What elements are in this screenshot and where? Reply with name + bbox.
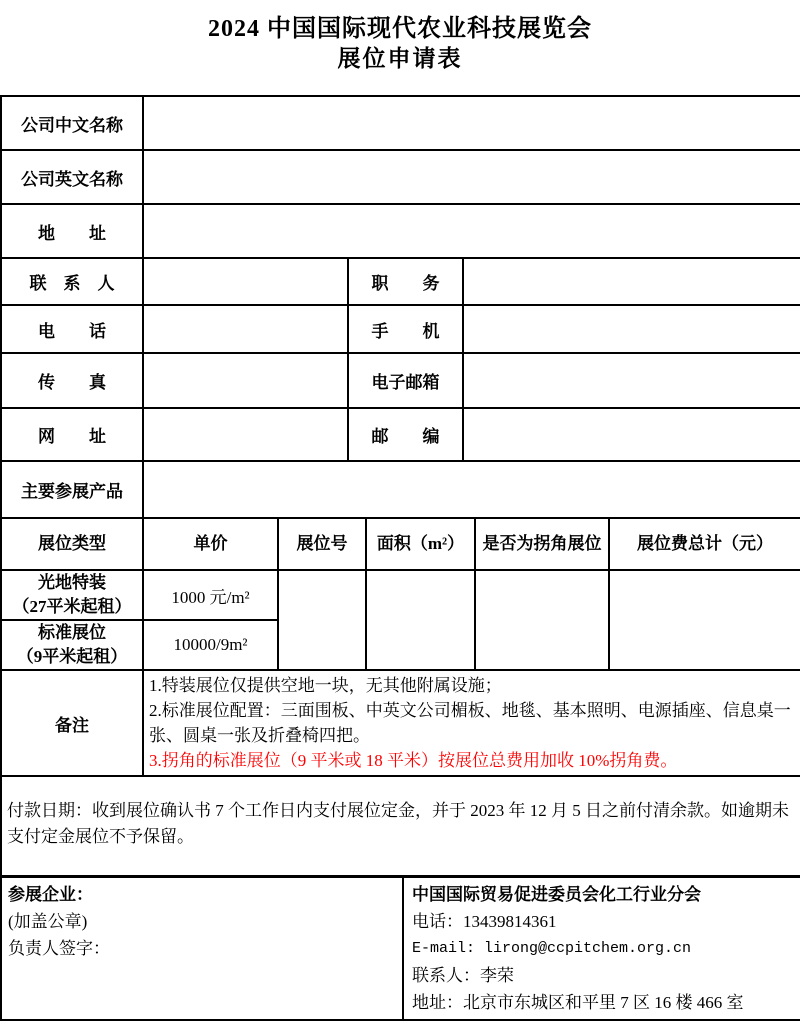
row-booth-headers — [1, 518, 800, 570]
input-products[interactable] — [143, 461, 800, 518]
header-corner-booth: 是否为拐角展位 — [475, 518, 609, 570]
booth-type-raw-space — [1, 570, 143, 620]
organizer-contact-block — [403, 876, 800, 1020]
label-phone: 电 话 — [1, 305, 143, 353]
row-contact-position — [1, 258, 800, 305]
input-company-cn[interactable] — [143, 96, 800, 150]
input-contact[interactable] — [143, 258, 348, 305]
price-raw-space: 1000 元/m² — [143, 570, 278, 620]
label-fax: 传 真 — [1, 353, 143, 408]
row-website-postcode — [1, 408, 800, 461]
input-fax[interactable] — [143, 353, 348, 408]
company-seal-label: (加盖公章) — [8, 911, 88, 931]
header-booth-type: 展位类型 — [1, 518, 143, 570]
input-email[interactable] — [463, 353, 800, 408]
input-company-en[interactable] — [143, 150, 800, 204]
application-form-table — [0, 95, 800, 1021]
label-company-cn: 公司中文名称 — [1, 96, 143, 150]
input-postcode[interactable] — [463, 408, 800, 461]
organizer-address: 地址：北京市东城区和平里 7 区 16 楼 466 室 — [412, 992, 744, 1012]
remark-line-2: 2.标准展位配置：三面围板、中英文公司楣板、地毯、基本照明、电源插座、信息桌一张、圆桌一张及折叠椅四把。 — [149, 701, 791, 745]
input-phone[interactable] — [143, 305, 348, 353]
label-contact: 联 系 人 — [1, 258, 143, 305]
organizer-name: 中国国际贸易促进委员会化工行业分会 — [412, 884, 701, 904]
row-company-cn — [1, 96, 800, 150]
row-address — [1, 204, 800, 258]
row-products — [1, 461, 800, 518]
booth-type-standard-name: 标准展位 — [38, 623, 106, 642]
header-booth-number: 展位号 — [278, 518, 366, 570]
exhibitor-signature-block — [1, 876, 403, 1020]
header-area: 面积（m²） — [366, 518, 475, 570]
label-company-en: 公司英文名称 — [1, 150, 143, 204]
label-address: 地 址 — [1, 204, 143, 258]
input-corner-booth[interactable] — [475, 570, 609, 670]
label-website: 网 址 — [1, 408, 143, 461]
row-signature-organizer — [1, 876, 800, 1020]
label-mobile: 手 机 — [348, 305, 463, 353]
input-area[interactable] — [366, 570, 475, 670]
input-total-fee[interactable] — [609, 570, 800, 670]
input-address[interactable] — [143, 204, 800, 258]
input-website[interactable] — [143, 408, 348, 461]
row-booth-raw-space — [1, 570, 800, 620]
payment-terms-text: 付款日期：收到展位确认书 7 个工作日内支付展位定金，并于 2023 年 12 月 5 日之前付清余款。如逾期未支付定金展位不予保留。 — [1, 776, 800, 876]
row-company-en — [1, 150, 800, 204]
row-phone-mobile — [1, 305, 800, 353]
header-unit-price: 单价 — [143, 518, 278, 570]
remark-line-1: 1.特装展位仅提供空地一块，无其他附属设施； — [149, 676, 502, 695]
booth-type-raw-space-name: 光地特装 — [38, 573, 106, 592]
booth-type-standard — [1, 620, 143, 670]
row-remarks — [1, 670, 800, 776]
label-email: 电子邮箱 — [348, 353, 463, 408]
signature-label: 负责人签字： — [8, 938, 110, 958]
input-mobile[interactable] — [463, 305, 800, 353]
input-booth-number[interactable] — [278, 570, 366, 670]
label-position: 职 务 — [348, 258, 463, 305]
row-fax-email — [1, 353, 800, 408]
row-payment-terms — [1, 776, 800, 876]
label-postcode: 邮 编 — [348, 408, 463, 461]
remark-line-3-corner-fee: 3.拐角的标准展位（9 平米或 18 平米）按展位总费用加收 10%拐角费。 — [149, 751, 678, 770]
organizer-tel: 电话：13439814361 — [412, 911, 557, 931]
booth-type-raw-space-min: （27平米起租） — [12, 597, 132, 616]
header-total-fee: 展位费总计（元） — [609, 518, 800, 570]
exhibitor-label: 参展企业： — [8, 884, 93, 904]
label-products: 主要参展产品 — [1, 461, 143, 518]
remarks-label: 备注 — [1, 670, 143, 776]
form-subtitle: 展位申请表 — [337, 46, 463, 71]
form-title: 2024 中国国际现代农业科技展览会 — [208, 16, 592, 42]
organizer-contact-person: 联系人：李荣 — [412, 965, 514, 985]
booth-type-standard-min: （9平米起租） — [16, 647, 128, 666]
remarks-content — [143, 670, 800, 776]
price-standard: 10000/9m² — [143, 620, 278, 670]
organizer-email: E-mail: lirong@ccpitchem.org.cn — [412, 939, 692, 957]
input-position[interactable] — [463, 258, 800, 305]
